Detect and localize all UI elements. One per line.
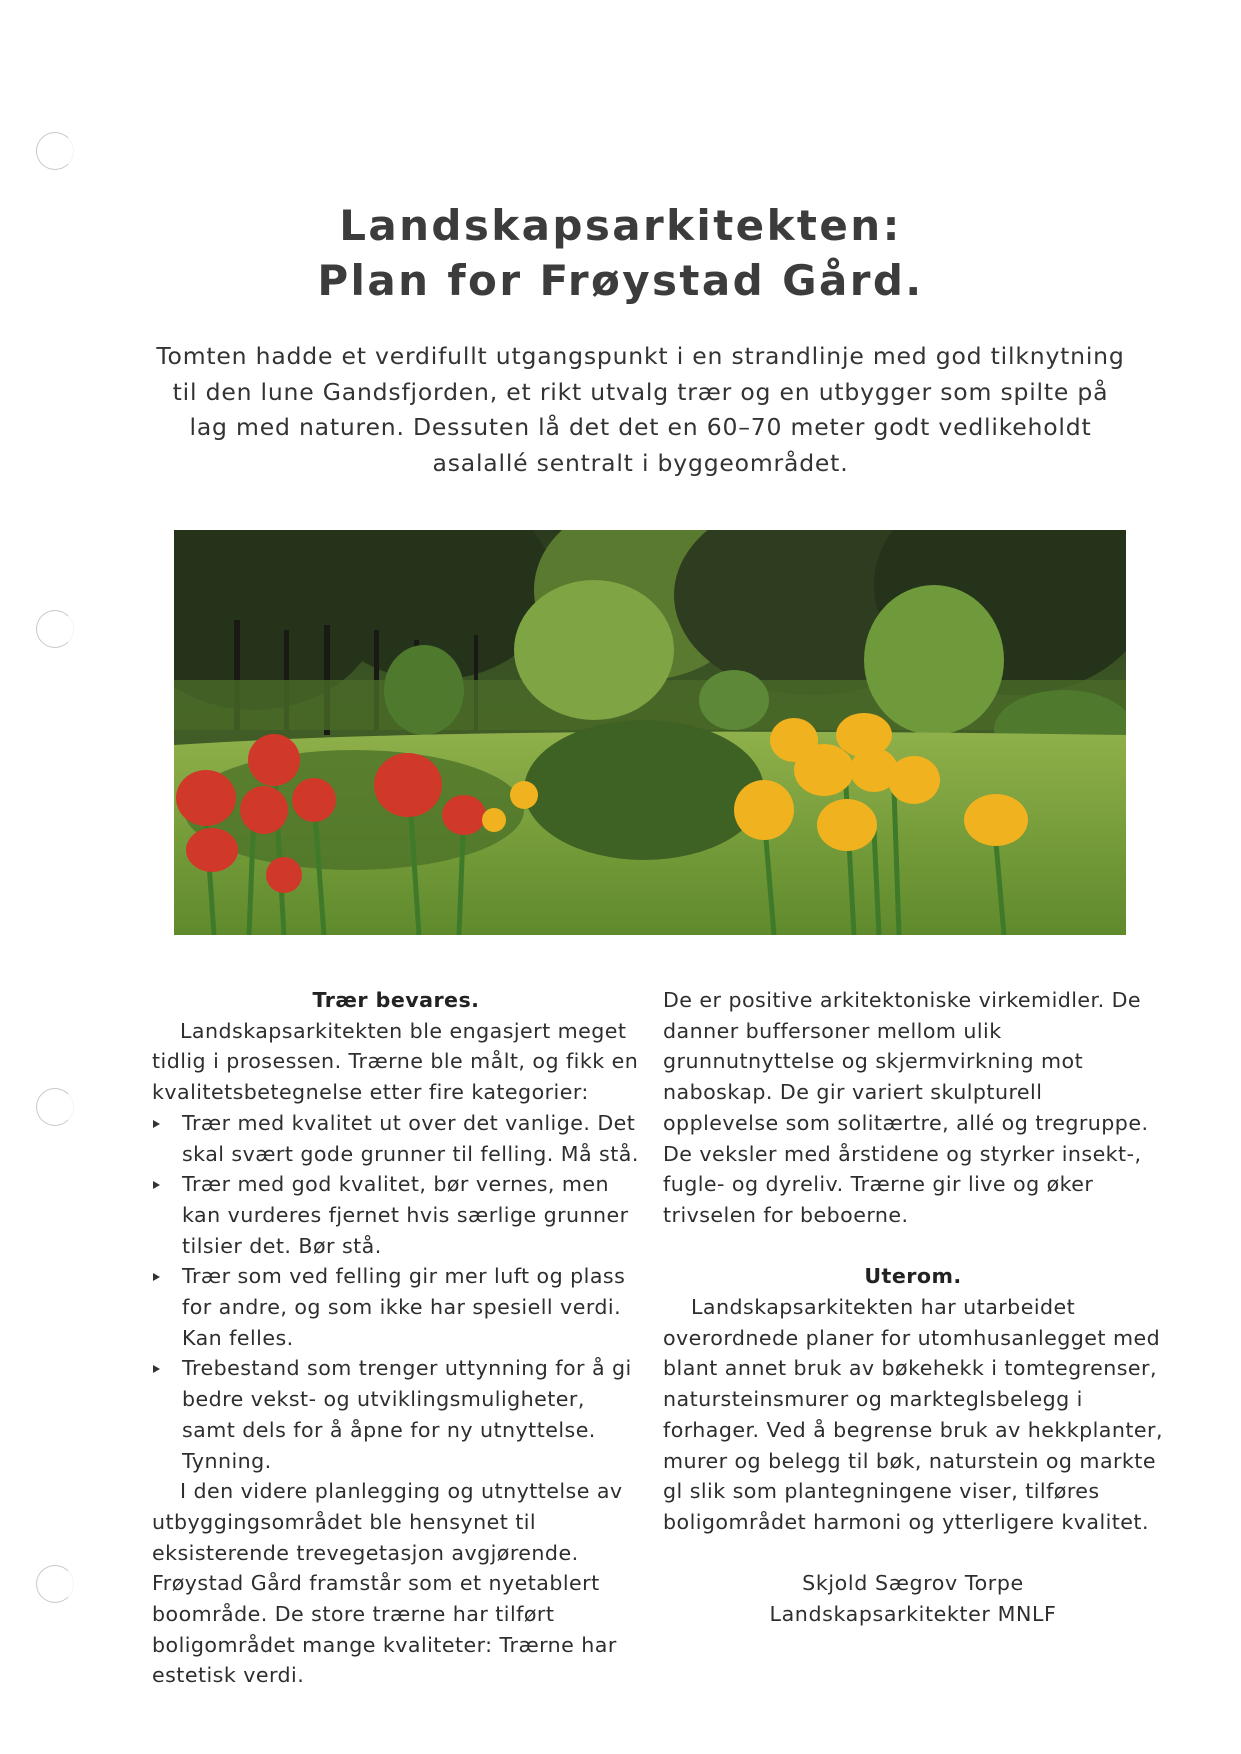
tree-category-list: [152, 1108, 640, 1476]
list-item-text: Trebestand som trenger uttynning for å gi bedre vekst- og utviklingsmuligheter, samt dels for å åpne for ny utnyttelse. Tynning.: [182, 1356, 632, 1473]
bullet-icon: [153, 1273, 160, 1281]
list-item: [152, 1108, 640, 1169]
left-column: [152, 985, 640, 1691]
bullet-icon: [153, 1120, 160, 1128]
list-item: [152, 1261, 640, 1353]
title-line-1: Landskapsarkitekten:: [339, 201, 902, 250]
bullet-icon: [153, 1181, 160, 1189]
trees-closing-paragraph: I den videre planlegging og utnyttelse av utbyggingsområdet ble hensynet til eksisterende trevegetasjon avgjørende. Frøystad Gård framstår som et nyetablert boområde. De store trærne har tilført boligområdet mange kvaliteter: Trærne har estetisk verdi.: [152, 1479, 623, 1688]
signature-title: Landskapsarkitekter MNLF: [769, 1602, 1057, 1627]
section-heading-trees: Trær bevares.: [312, 988, 480, 1012]
intro-paragraph: Tomten hadde et verdifullt utgangspunkt i en strandlinje med god tilknytning til den lune Gandsfjorden, et rikt utvalg trær og en utbygger som spilte på lag med naturen. Dessuten lå det det en 60–70 meter godt vedlikeholdt asalallé sentralt i byggeområdet.: [156, 342, 1125, 477]
list-item-text: Trær med god kvalitet, bør vernes, men kan vurderes fjernet hvis særlige grunner tilsier det. Bør stå.: [182, 1172, 629, 1258]
punch-hole: [36, 610, 74, 648]
right-column: [663, 985, 1163, 1630]
list-item-text: Trær som ved felling gir mer luft og plass for andre, og som ikke har spesiell verdi. Kan felles.: [182, 1264, 626, 1350]
title-line-2: Plan for Frøystad Gård.: [317, 256, 924, 305]
punch-hole: [36, 132, 74, 170]
signature-name: Skjold Sægrov Torpe: [802, 1571, 1024, 1596]
garden-photo: [174, 530, 1126, 935]
list-item-text: Trær med kvalitet ut over det vanlige. Det skal svært gode grunner til felling. Må stå.: [182, 1110, 639, 1166]
tree-benefits-paragraph: De er positive arkitektoniske virkemidler. De danner buffersoner mellom ulik grunnutnyttelse og skjermvirkning mot naboskap. De gir variert skulpturell opplevelse som solitærtre, allé og tregruppe. De veksler med årstidene og styrker insekt-, fugle- og dyreliv. Trærne gir live og øker trivselen for beboerne.: [663, 988, 1149, 1227]
trees-intro-paragraph: Landskapsarkitekten ble engasjert meget tidlig i prosessen. Trærne ble målt, og fikk en kvalitetsbetegnelse etter fire kategorier:: [152, 1018, 639, 1105]
punch-hole: [36, 1088, 74, 1126]
punch-hole: [36, 1565, 74, 1603]
bullet-icon: [153, 1365, 160, 1373]
list-item: [152, 1353, 640, 1476]
outdoor-paragraph: Landskapsarkitekten har utarbeidet overordnede planer for utomhusanlegget med blant annet bruk av bøkehekk i tomtegrenser, natursteinsmurer og markteglsbelegg i forhager. Ved å begrense bruk av hekkplanter, murer og belegg til bøk, naturstein og markte gl slik som plantegningene viser, tilføres boligområdet harmoni og ytterligere kvalitet.: [663, 1295, 1163, 1534]
section-heading-outdoor: Uterom.: [864, 1264, 962, 1289]
list-item: [152, 1169, 640, 1261]
page-title: [0, 198, 1241, 308]
